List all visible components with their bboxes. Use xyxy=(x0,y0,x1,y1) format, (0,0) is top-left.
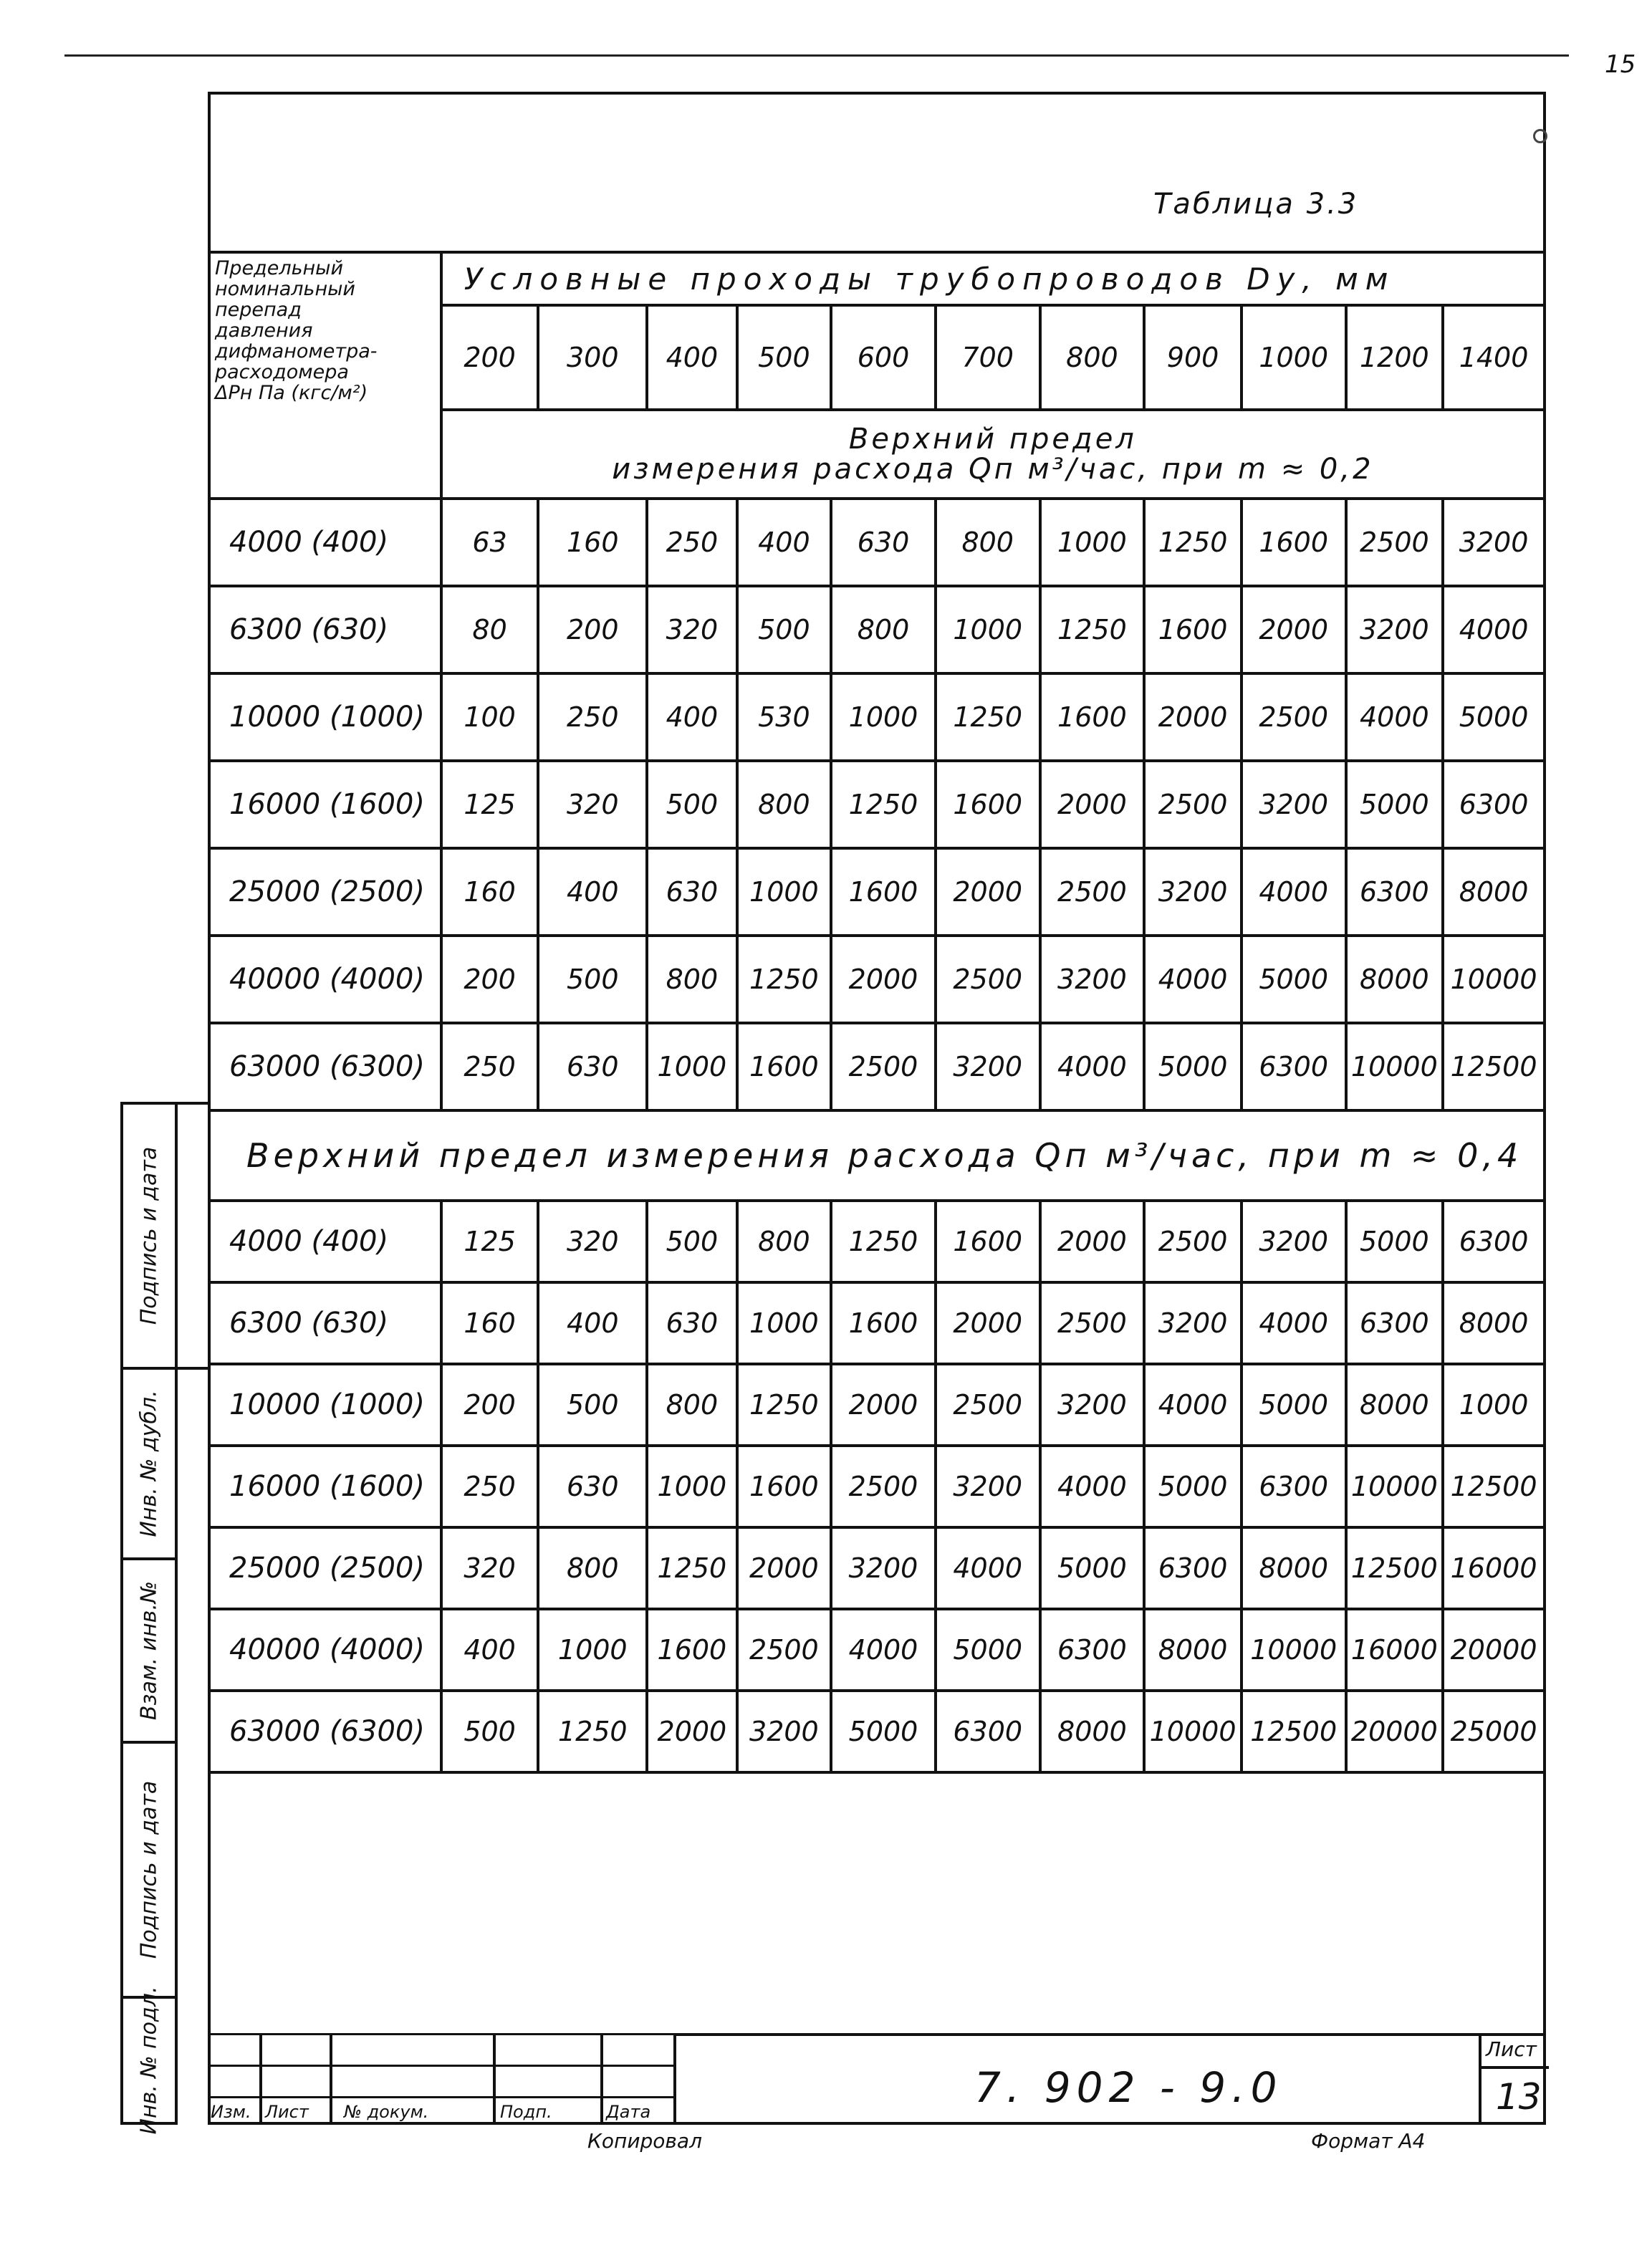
flow-value-cell: 20000 xyxy=(1346,1691,1444,1772)
flow-value-cell: 125 xyxy=(441,1201,539,1282)
flow-value-cell: 800 xyxy=(538,1527,647,1609)
flow-value-cell: 400 xyxy=(737,499,832,586)
flow-value-cell: 500 xyxy=(737,586,832,673)
flow-value-cell: 12500 xyxy=(1346,1527,1444,1609)
flow-value-cell: 1600 xyxy=(936,761,1040,848)
side-cell-inv-podl xyxy=(120,1986,178,2135)
flow-value-cell: 2500 xyxy=(1242,673,1346,761)
table-row xyxy=(209,761,1545,848)
flow-value-cell: 160 xyxy=(538,499,647,586)
flow-value-cell: 1600 xyxy=(1242,499,1346,586)
flow-value-cell: 2500 xyxy=(1040,1282,1145,1364)
table-row xyxy=(209,1691,1545,1772)
flow-value-cell: 1000 xyxy=(831,673,936,761)
flow-value-cell: 8000 xyxy=(1040,1691,1145,1772)
table-row xyxy=(209,1527,1545,1609)
flow-value-cell: 250 xyxy=(647,499,736,586)
tb-label-podp: Подп. xyxy=(500,2102,552,2122)
flow-value-cell: 5000 xyxy=(1346,1201,1444,1282)
flow-value-cell: 4000 xyxy=(936,1527,1040,1609)
side-label: Инв. № подл. xyxy=(136,1986,162,2135)
flow-value-cell: 3200 xyxy=(936,1023,1040,1110)
flow-value-cell: 3200 xyxy=(936,1446,1040,1527)
grid-line xyxy=(600,2033,603,2125)
side-label: Инв. № дубл. xyxy=(136,1390,162,1537)
flow-value-cell: 5000 xyxy=(831,1691,936,1772)
flow-value-cell: 400 xyxy=(647,673,736,761)
flow-value-cell: 530 xyxy=(737,673,832,761)
tb-label-dokum: № докум. xyxy=(344,2102,429,2122)
flow-value-cell: 1000 xyxy=(1040,499,1145,586)
flow-value-cell: 2000 xyxy=(1040,761,1145,848)
flow-value-cell: 320 xyxy=(538,761,647,848)
flow-value-cell: 400 xyxy=(538,848,647,936)
flow-value-cell: 1000 xyxy=(1443,1364,1545,1446)
flow-value-cell: 4000 xyxy=(1242,1282,1346,1364)
tb-label-izm: Изм. xyxy=(211,2102,251,2122)
tb-label-list: Лист xyxy=(265,2102,309,2122)
flow-value-cell: 800 xyxy=(936,499,1040,586)
flow-value-cell: 6300 xyxy=(1346,1282,1444,1364)
section1-limit-header xyxy=(441,410,1545,499)
flow-value-cell: 2000 xyxy=(1242,586,1346,673)
section1-limit-line2: измерения расхода Qп м³/час, при m ≈ 0,2 xyxy=(612,453,1374,486)
flow-value-cell: 8000 xyxy=(1443,1282,1545,1364)
flow-value-cell: 3200 xyxy=(1242,1201,1346,1282)
table-row xyxy=(209,1446,1545,1527)
pressure-drop-label: 63000 (6300) xyxy=(209,1023,441,1110)
flow-value-cell: 5000 xyxy=(1346,761,1444,848)
flow-value-cell: 3200 xyxy=(1346,586,1444,673)
flow-value-cell: 1250 xyxy=(831,1201,936,1282)
flow-value-cell: 630 xyxy=(831,499,936,586)
flow-value-cell: 1600 xyxy=(647,1609,736,1691)
table-row xyxy=(209,499,1545,586)
top-border-line xyxy=(64,54,1569,57)
table-row xyxy=(209,1609,1545,1691)
copied-by-label: Копировал xyxy=(587,2129,702,2153)
flow-value-cell: 160 xyxy=(441,1282,539,1364)
flow-value-cell: 10000 xyxy=(1346,1446,1444,1527)
flow-value-cell: 20000 xyxy=(1443,1609,1545,1691)
sheet-box-divider xyxy=(1481,2066,1549,2069)
flow-value-cell: 63 xyxy=(441,499,539,586)
flow-value-cell: 500 xyxy=(538,1364,647,1446)
flow-value-cell: 4000 xyxy=(1040,1446,1145,1527)
flow-value-cell: 1250 xyxy=(1144,499,1242,586)
flow-value-cell: 12500 xyxy=(1242,1691,1346,1772)
flow-value-cell: 1000 xyxy=(538,1609,647,1691)
flow-value-cell: 1600 xyxy=(737,1023,832,1110)
flow-value-cell: 800 xyxy=(737,1201,832,1282)
flow-value-cell: 800 xyxy=(737,761,832,848)
flow-value-cell: 1000 xyxy=(936,586,1040,673)
flow-value-cell: 500 xyxy=(647,1201,736,1282)
side-label: Подпись и дата xyxy=(136,1780,162,1959)
flow-value-cell: 1600 xyxy=(831,848,936,936)
flow-value-cell: 800 xyxy=(647,936,736,1023)
diameter-header-cell: 900 xyxy=(1144,305,1242,410)
diameter-header-cell: 300 xyxy=(538,305,647,410)
grid-line xyxy=(259,2033,262,2125)
diameter-header-cell: 1000 xyxy=(1242,305,1346,410)
pressure-drop-label: 25000 (2500) xyxy=(209,848,441,936)
flow-value-cell: 2500 xyxy=(1346,499,1444,586)
flow-value-cell: 4000 xyxy=(1040,1023,1145,1110)
flow-value-cell: 80 xyxy=(441,586,539,673)
flow-value-cell: 125 xyxy=(441,761,539,848)
flow-value-cell: 2500 xyxy=(936,1364,1040,1446)
flow-value-cell: 5000 xyxy=(1040,1527,1145,1609)
flow-value-cell: 1250 xyxy=(538,1691,647,1772)
grid-line xyxy=(330,2033,332,2125)
flow-value-cell: 16000 xyxy=(1443,1527,1545,1609)
flow-value-cell: 12500 xyxy=(1443,1023,1545,1110)
flow-value-cell: 2000 xyxy=(1040,1201,1145,1282)
pressure-drop-label: 6300 (630) xyxy=(209,1282,441,1364)
flow-value-cell: 2500 xyxy=(831,1446,936,1527)
table-row xyxy=(209,1364,1545,1446)
flow-value-cell: 2500 xyxy=(936,936,1040,1023)
pressure-drop-label: 6300 (630) xyxy=(209,586,441,673)
flow-value-cell: 2000 xyxy=(831,936,936,1023)
flow-value-cell: 320 xyxy=(538,1201,647,1282)
side-cell-vzam-inv xyxy=(120,1557,178,1744)
diameter-header-cell: 400 xyxy=(647,305,736,410)
pressure-drop-label: 4000 (400) xyxy=(209,499,441,586)
flow-value-cell: 6300 xyxy=(1242,1446,1346,1527)
flow-value-cell: 400 xyxy=(538,1282,647,1364)
flow-value-cell: 8000 xyxy=(1346,1364,1444,1446)
flow-value-cell: 100 xyxy=(441,673,539,761)
header-label-line: перепад xyxy=(215,299,302,321)
flow-value-cell: 2500 xyxy=(1144,761,1242,848)
flow-value-cell: 1600 xyxy=(1144,586,1242,673)
flow-value-cell: 1000 xyxy=(737,1282,832,1364)
flow-value-cell: 6300 xyxy=(1443,761,1545,848)
flow-value-cell: 25000 xyxy=(1443,1691,1545,1772)
flow-value-cell: 320 xyxy=(647,586,736,673)
title-block-divider xyxy=(673,2033,676,2125)
flow-value-cell: 2000 xyxy=(936,848,1040,936)
diameter-header-cell: 500 xyxy=(737,305,832,410)
sheet-box xyxy=(1479,2033,1546,2125)
flow-value-cell: 2500 xyxy=(1040,848,1145,936)
side-label: Подпись и дата xyxy=(136,1146,162,1325)
flow-value-cell: 2500 xyxy=(831,1023,936,1110)
flow-value-cell: 400 xyxy=(441,1609,539,1691)
flow-value-cell: 630 xyxy=(647,848,736,936)
flow-value-cell: 5000 xyxy=(1144,1446,1242,1527)
flow-value-cell: 1600 xyxy=(831,1282,936,1364)
flow-value-cell: 4000 xyxy=(1144,936,1242,1023)
flow-value-cell: 3200 xyxy=(1040,1364,1145,1446)
flow-value-cell: 2000 xyxy=(647,1691,736,1772)
flow-value-cell: 250 xyxy=(441,1446,539,1527)
diameters-title: Условные проходы трубопроводов Dу, мм xyxy=(441,252,1545,305)
header-label-line: Предельный xyxy=(215,257,344,279)
flow-value-cell: 4000 xyxy=(1242,848,1346,936)
flow-value-cell: 6300 xyxy=(1040,1609,1145,1691)
flow-value-cell: 5000 xyxy=(1144,1023,1242,1110)
flow-value-cell: 800 xyxy=(831,586,936,673)
pressure-drop-label: 16000 (1600) xyxy=(209,1446,441,1527)
flow-value-cell: 320 xyxy=(441,1527,539,1609)
diameter-header-cell: 1200 xyxy=(1346,305,1444,410)
flow-value-cell: 8000 xyxy=(1346,936,1444,1023)
flow-limits-table xyxy=(208,251,1546,1994)
flow-value-cell: 5000 xyxy=(936,1609,1040,1691)
flow-value-cell: 630 xyxy=(538,1446,647,1527)
table-title: Таблица 3.3 xyxy=(1153,188,1359,221)
flow-value-cell: 1000 xyxy=(647,1446,736,1527)
flow-value-cell: 4000 xyxy=(831,1609,936,1691)
flow-value-cell: 1000 xyxy=(737,848,832,936)
section1-limit-line1: Верхний предел xyxy=(848,423,1137,456)
flow-value-cell: 1250 xyxy=(737,1364,832,1446)
header-label-line: ΔPн Па (кгс/м²) xyxy=(215,382,368,404)
flow-value-cell: 160 xyxy=(441,848,539,936)
flow-value-cell: 200 xyxy=(538,586,647,673)
side-label: Взам. инв.№ xyxy=(136,1580,162,1721)
blank-area xyxy=(209,1772,1545,1994)
flow-value-cell: 6300 xyxy=(1242,1023,1346,1110)
grid-line xyxy=(208,2096,673,2098)
flow-value-cell: 1600 xyxy=(737,1446,832,1527)
format-label: Формат А4 xyxy=(1311,2129,1426,2153)
header-label-line: дифманометра- xyxy=(215,340,378,362)
flow-value-cell: 3200 xyxy=(1040,936,1145,1023)
flow-value-cell: 8000 xyxy=(1443,848,1545,936)
table-row xyxy=(209,1023,1545,1110)
side-stamp-strip xyxy=(120,1102,208,2135)
pressure-drop-label: 10000 (1000) xyxy=(209,1364,441,1446)
pressure-drop-label: 25000 (2500) xyxy=(209,1527,441,1609)
flow-value-cell: 500 xyxy=(647,761,736,848)
header-label-line: номинальный xyxy=(215,278,355,300)
flow-value-cell: 5000 xyxy=(1443,673,1545,761)
flow-value-cell: 2500 xyxy=(737,1609,832,1691)
header-row-label xyxy=(209,252,441,499)
flow-value-cell: 10000 xyxy=(1144,1691,1242,1772)
flow-value-cell: 800 xyxy=(647,1364,736,1446)
flow-value-cell: 1600 xyxy=(936,1201,1040,1282)
flow-value-cell: 2000 xyxy=(831,1364,936,1446)
flow-value-cell: 5000 xyxy=(1242,1364,1346,1446)
flow-value-cell: 10000 xyxy=(1242,1609,1346,1691)
table-row xyxy=(209,673,1545,761)
flow-value-cell: 1250 xyxy=(737,936,832,1023)
diameter-header-cell: 600 xyxy=(831,305,936,410)
flow-value-cell: 1250 xyxy=(647,1527,736,1609)
diameter-header-cell: 200 xyxy=(441,305,539,410)
side-cell-inv-dubl xyxy=(120,1367,178,1560)
flow-value-cell: 3200 xyxy=(1144,848,1242,936)
grid-line xyxy=(208,2033,673,2035)
flow-value-cell: 6300 xyxy=(1443,1201,1545,1282)
flow-value-cell: 500 xyxy=(441,1691,539,1772)
flow-value-cell: 3200 xyxy=(737,1691,832,1772)
flow-value-cell: 16000 xyxy=(1346,1609,1444,1691)
grid-line xyxy=(208,2065,673,2067)
sheet-number: 13 xyxy=(1496,2076,1542,2118)
grid-line xyxy=(493,2033,496,2125)
table-row xyxy=(209,1282,1545,1364)
title-block xyxy=(208,2033,1546,2125)
flow-value-cell: 2000 xyxy=(936,1282,1040,1364)
flow-value-cell: 1250 xyxy=(1040,586,1145,673)
flow-value-cell: 4000 xyxy=(1443,586,1545,673)
flow-value-cell: 10000 xyxy=(1346,1023,1444,1110)
header-label-line: расходомера xyxy=(215,361,349,383)
header-label-line: давления xyxy=(215,320,313,342)
diameter-header-cell: 1400 xyxy=(1443,305,1545,410)
flow-value-cell: 630 xyxy=(538,1023,647,1110)
flow-value-cell: 500 xyxy=(538,936,647,1023)
flow-value-cell: 4000 xyxy=(1144,1364,1242,1446)
flow-value-cell: 1600 xyxy=(1040,673,1145,761)
pressure-drop-label: 10000 (1000) xyxy=(209,673,441,761)
table-row xyxy=(209,1201,1545,1282)
flow-value-cell: 250 xyxy=(538,673,647,761)
diameter-header-cell: 700 xyxy=(936,305,1040,410)
flow-value-cell: 8000 xyxy=(1242,1527,1346,1609)
flow-value-cell: 1250 xyxy=(936,673,1040,761)
flow-value-cell: 3200 xyxy=(1443,499,1545,586)
table-row xyxy=(209,586,1545,673)
flow-value-cell: 2000 xyxy=(737,1527,832,1609)
section2-title: Верхний предел измерения расхода Qп м³/час, при m ≈ 0,4 xyxy=(209,1110,1545,1201)
flow-value-cell: 3200 xyxy=(1242,761,1346,848)
pressure-drop-label: 40000 (4000) xyxy=(209,1609,441,1691)
flow-value-cell: 200 xyxy=(441,936,539,1023)
flow-value-cell: 6300 xyxy=(1144,1527,1242,1609)
flow-value-cell: 1250 xyxy=(831,761,936,848)
flow-value-cell: 2000 xyxy=(1144,673,1242,761)
pressure-drop-label: 4000 (400) xyxy=(209,1201,441,1282)
flow-value-cell: 2500 xyxy=(1144,1201,1242,1282)
document-code: 7. 902 - 9.0 xyxy=(974,2063,1283,2112)
sheet-number-top: 15 xyxy=(1605,50,1636,79)
side-cell-podpis-data-1 xyxy=(120,1102,178,1370)
side-gap xyxy=(175,1102,208,1370)
table-row xyxy=(209,848,1545,936)
flow-value-cell: 12500 xyxy=(1443,1446,1545,1527)
flow-value-cell: 1000 xyxy=(647,1023,736,1110)
flow-value-cell: 4000 xyxy=(1346,673,1444,761)
pressure-drop-label: 16000 (1600) xyxy=(209,761,441,848)
table-row xyxy=(209,936,1545,1023)
flow-value-cell: 5000 xyxy=(1242,936,1346,1023)
flow-value-cell: 3200 xyxy=(831,1527,936,1609)
flow-value-cell: 250 xyxy=(441,1023,539,1110)
revision-grid xyxy=(208,2033,673,2125)
flow-value-cell: 3200 xyxy=(1144,1282,1242,1364)
pressure-drop-label: 63000 (6300) xyxy=(209,1691,441,1772)
flow-value-cell: 6300 xyxy=(1346,848,1444,936)
flow-value-cell: 8000 xyxy=(1144,1609,1242,1691)
title-block-topline xyxy=(673,2033,1546,2036)
tb-label-data: Дата xyxy=(606,2102,651,2122)
flow-value-cell: 630 xyxy=(647,1282,736,1364)
punch-mark-icon xyxy=(1533,129,1547,143)
flow-value-cell: 10000 xyxy=(1443,936,1545,1023)
side-cell-podpis-data-2 xyxy=(120,1741,178,1999)
sheet-label: Лист xyxy=(1486,2037,1537,2061)
flow-value-cell: 200 xyxy=(441,1364,539,1446)
diameter-header-cell: 800 xyxy=(1040,305,1145,410)
flow-value-cell: 6300 xyxy=(936,1691,1040,1772)
pressure-drop-label: 40000 (4000) xyxy=(209,936,441,1023)
